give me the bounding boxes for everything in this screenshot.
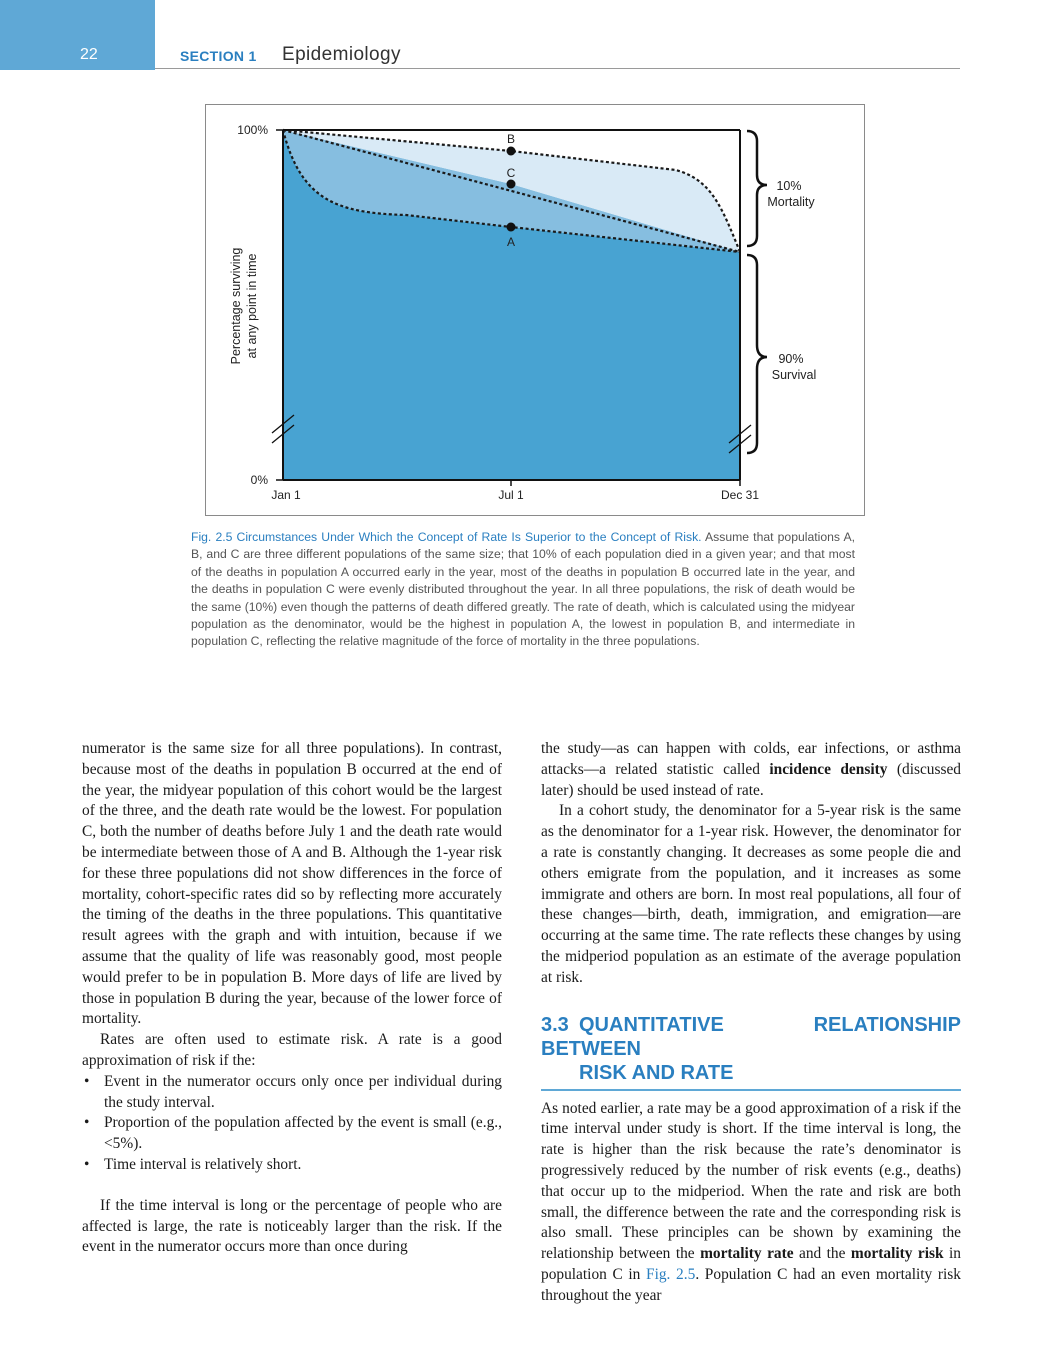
brace-top-word: Mortality (767, 195, 815, 209)
term-mortality-rate: mortality rate (700, 1245, 794, 1263)
right-column (541, 739, 961, 1307)
point-c (507, 180, 516, 189)
conditions-list (82, 1072, 502, 1176)
list-item: • Proportion of the population affected by the event is small (e.g., <5%). (82, 1113, 502, 1155)
text-run: (discussed later) should be used instead of rate. (541, 760, 961, 799)
y-axis-title-1: Percentage surviving (229, 247, 243, 365)
section-label: SECTION 1 (180, 48, 257, 64)
survival-diagram (206, 105, 864, 515)
section-heading (541, 1013, 961, 1091)
caption-label: Fig. 2.5 (191, 530, 233, 544)
figure-2-5 (205, 104, 865, 516)
left-column (82, 739, 502, 1258)
figure-link[interactable]: Fig. 2.5 (646, 1265, 696, 1283)
label-b: B (506, 132, 516, 146)
brace-mortality (747, 131, 767, 246)
text-run: As noted earlier, a rate may be a good approximation of a risk if the time interval under study is short. If the time interval is long, the rate is higher than the risk because the rate’s denominator is progressively reduced by the number of risk events (e.g., deaths) that occur up to the midperiod. When the rate and risk are both small, the difference between the rate and the corresponding risk is also small. These principles can be shown by examining the relationship between the (541, 1099, 961, 1263)
right-paragraph-2: In a cohort study, the denominator for a 5-year risk is the same as the denominator for a 1-year risk. However, the denominator for a rate is constantly changing. It decreases as some people die and others emigrate from the population, and it increases as some immigrate and others are born. In most real populations, all four of these changes—birth, death, immigration, and emigration—are occurring at the same time. The rate reflects these changes by using the midperiod population as an estimate of the average population at risk. (541, 802, 961, 986)
caption-title: Circumstances Under Which the Concept of Rate Is Superior to the Concept of Risk. (236, 530, 702, 544)
term-mortality-risk: mortality risk (850, 1245, 944, 1263)
left-paragraph-2: Rates are often used to estimate risk. A rate is a good approximation of risk if the: (82, 1031, 502, 1069)
x-tick-dec: Dec 31 (720, 488, 760, 502)
brace-bottom-word: Survival (771, 368, 817, 382)
label-a: A (506, 235, 516, 249)
text-run: and the (793, 1245, 851, 1263)
point-a (507, 223, 516, 232)
list-item: • Time interval is relatively short. (82, 1155, 502, 1176)
section-title: Epidemiology (282, 44, 401, 65)
y-axis-title-2: at any point in time (245, 253, 259, 359)
header-rule (155, 68, 960, 69)
page-tab (0, 0, 155, 70)
list-item: • Event in the numerator occurs only once per individual during the study interval. (82, 1072, 502, 1114)
y-tick-100: 100% (237, 123, 268, 137)
brace-survival (747, 255, 767, 453)
right-paragraph-3 (541, 1099, 961, 1307)
section-heading-line1: QUANTITATIVE RELATIONSHIP BETWEEN (541, 1013, 961, 1060)
caption-body: Assume that populations A, B, and C are three different populations of the same size; that 10% of each population died in a given year; and that most of the deaths in population A occurred early in the year, most of the deaths in population B occurred late in the year, and the deaths in population C were evenly distributed throughout the year. In all three populations, the risk of death would be the same (10%) even though the patterns of death differed greatly. The rate of death, which is calculated using the midyear population as the denominator, would be the highest in population A, the lowest in population B, and intermediate in population C, reflecting the relative magnitude of the force of mortality in the three populations. (191, 530, 855, 649)
left-paragraph-3: If the time interval is long or the percentage of people who are affected is large, the rate is noticeably larger than the risk. If the event in the numerator occurs more than once during (82, 1196, 502, 1256)
brace-top-pct: 10% (776, 179, 802, 193)
point-b (507, 147, 516, 156)
section-heading-line2: RISK AND RATE (579, 1061, 734, 1084)
left-paragraph-1: numerator is the same size for all three populations). In contrast, because most of the deaths in population B occurred at the end of the year, the midyear population of this cohort would be the largest of the three, and the death rate would be the lowest. For population C, both the number of deaths before July 1 and the death rate would be intermediate between those of A and B. Although the 1-year risk for these three populations did not show differences in the force of mortality, cohort-specific rates did so by reflecting more accurately the timing of the deaths in the three populations. This quantitative result agrees with the graph and with intuition, because if we assume that the quality of life was reasonably good, most people would prefer to be in population B. More days of life are lived by those in population B during the year, because of the lower force of mortality. (82, 740, 502, 1028)
text-run: the study—as can happen with colds, ear infections, or asthma attacks—a related statistic called (541, 740, 961, 778)
brace-bottom-pct: 90% (778, 352, 804, 366)
x-tick-jan: Jan 1 (271, 488, 301, 502)
right-paragraph-1 (541, 739, 961, 801)
text-run: . Population C had an even mortality risk throughout the year (541, 1265, 961, 1304)
text-run: in population C in (541, 1245, 961, 1283)
y-tick-0: 0% (250, 473, 268, 487)
section-number: 3.3 (541, 1013, 569, 1036)
figure-caption (191, 529, 855, 651)
label-c: C (506, 166, 516, 180)
term-incidence-density: incidence density (769, 760, 888, 778)
page-number: 22 (80, 46, 98, 63)
x-tick-jul: Jul 1 (498, 488, 524, 502)
